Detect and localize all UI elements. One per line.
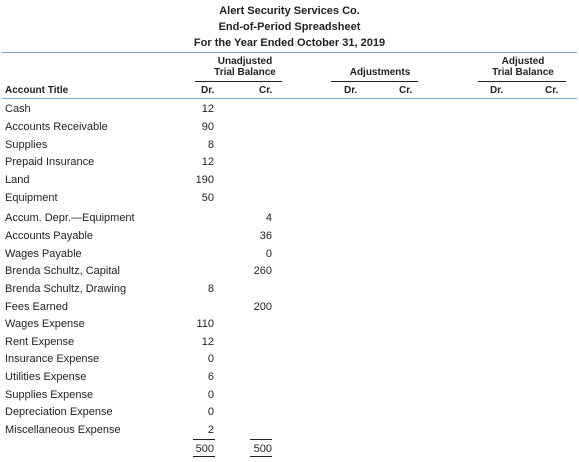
account-title: Brenda Schultz, Drawing — [5, 283, 127, 295]
account-row — [0, 404, 579, 421]
unadjusted-dr-value: 90 — [201, 121, 214, 133]
dr-total-rule — [193, 439, 215, 440]
account-title: Fees Earned — [5, 301, 68, 313]
account-row — [0, 101, 579, 118]
report-period: For the Year Ended October 31, 2019 — [193, 37, 386, 49]
account-title: Wages Payable — [5, 248, 82, 260]
adjustments-underline — [331, 81, 418, 82]
unadjusted-cr-value: 200 — [253, 301, 272, 313]
unadjusted-dr-value: 2 — [207, 424, 214, 436]
account-title: Land — [5, 174, 30, 186]
account-title: Accum. Depr.—Equipment — [5, 212, 135, 224]
account-title: Prepaid Insurance — [5, 156, 95, 168]
adjusted-dr-header: Dr. — [490, 85, 504, 96]
unadjusted-cr-value: 36 — [259, 230, 272, 242]
adjusted-header — [483, 56, 563, 78]
unadjusted-dr-value: 0 — [207, 406, 214, 418]
report-heading — [0, 3, 579, 51]
top-rule — [2, 52, 577, 53]
adjustments-label: Adjustments — [349, 67, 411, 78]
unadjusted-cr-header: Cr. — [259, 85, 273, 96]
dr-total-double-rule — [193, 456, 215, 457]
account-title: Brenda Schultz, Capital — [5, 265, 120, 277]
account-title: Cash — [5, 103, 31, 115]
account-row — [0, 334, 579, 351]
company-name: Alert Security Services Co. — [219, 5, 360, 17]
account-row — [0, 190, 579, 207]
account-title: Equipment — [5, 192, 58, 204]
unadjusted-dr-value: 12 — [201, 103, 214, 115]
account-title: Insurance Expense — [5, 353, 100, 365]
account-row — [0, 351, 579, 368]
unadjusted-dr-header: Dr. — [201, 85, 215, 96]
account-row — [0, 172, 579, 189]
account-row — [0, 246, 579, 263]
account-row — [0, 154, 579, 171]
unadjusted-dr-value: 8 — [207, 139, 214, 151]
unadjusted-header — [205, 56, 285, 78]
account-row — [0, 210, 579, 227]
account-title: Accounts Payable — [5, 230, 94, 242]
account-row — [0, 299, 579, 316]
unadjusted-cr-value: 4 — [265, 212, 272, 224]
unadjusted-dr-value: 12 — [201, 336, 214, 348]
unadjusted-label-line1: Unadjusted — [217, 56, 273, 67]
account-title: Miscellaneous Expense — [5, 424, 121, 436]
account-title: Supplies — [5, 139, 48, 151]
unadjusted-underline — [195, 81, 282, 82]
adjusted-label-line1: Adjusted — [501, 56, 545, 67]
account-title-header: Account Title — [5, 85, 69, 96]
unadjusted-dr-value: 12 — [201, 156, 214, 168]
account-title: Rent Expense — [5, 336, 75, 348]
account-title: Utilities Expense — [5, 371, 87, 383]
account-row — [0, 281, 579, 298]
account-title: Wages Expense — [5, 318, 85, 330]
unadjusted-cr-value: 0 — [265, 248, 272, 260]
account-row — [0, 137, 579, 154]
account-row — [0, 263, 579, 280]
unadjusted-dr-value: 190 — [195, 174, 214, 186]
unadjusted-dr-value: 0 — [207, 353, 214, 365]
adjustments-cr-header: Cr. — [399, 85, 413, 96]
unadjusted-dr-value: 110 — [196, 318, 214, 330]
cr-total-rule — [250, 439, 272, 440]
account-title: Depreciation Expense — [5, 406, 113, 418]
account-row — [0, 369, 579, 386]
unadjusted-dr-value: 6 — [207, 371, 214, 383]
account-row — [0, 228, 579, 245]
account-row — [0, 422, 579, 439]
account-title: Supplies Expense — [5, 389, 94, 401]
unadjusted-dr-value: 8 — [207, 283, 214, 295]
unadjusted-dr-value: 0 — [207, 389, 214, 401]
account-title: Accounts Receivable — [5, 121, 108, 133]
total-cr: 500 — [253, 443, 272, 455]
unadjusted-label-line2: Trial Balance — [214, 67, 276, 78]
totals-row — [0, 441, 579, 458]
account-row — [0, 316, 579, 333]
adjustments-dr-header: Dr. — [344, 85, 358, 96]
account-row — [0, 387, 579, 404]
adjusted-label-line2: Trial Balance — [492, 67, 554, 78]
cr-total-double-rule — [250, 456, 272, 457]
adjustments-header — [330, 67, 430, 78]
header-rule — [2, 98, 577, 99]
unadjusted-dr-value: 50 — [201, 192, 214, 204]
total-dr: 500 — [195, 443, 214, 455]
report-name: End-of-Period Spreadsheet — [218, 21, 361, 33]
adjusted-underline — [478, 81, 566, 82]
adjusted-cr-header: Cr. — [545, 85, 559, 96]
account-row — [0, 119, 579, 136]
unadjusted-cr-value: 260 — [253, 265, 272, 277]
